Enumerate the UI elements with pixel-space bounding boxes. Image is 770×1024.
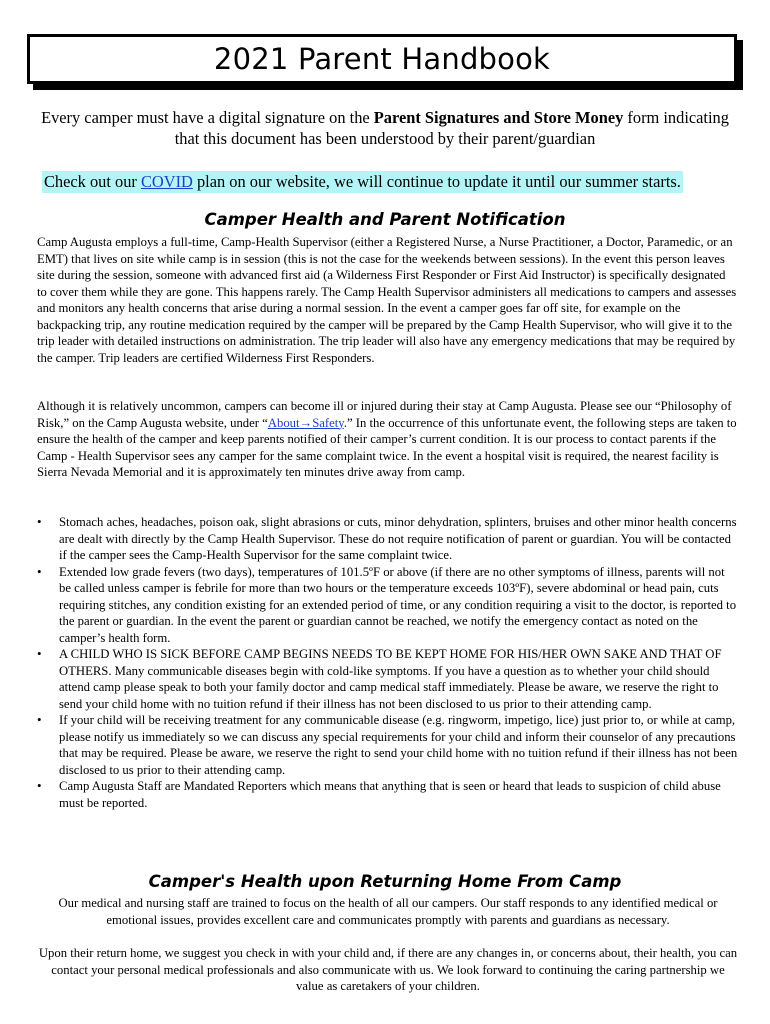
list-item-text: If your child will be receiving treatment for any communicable disease (e.g. ringworm, impetigo, lice) just prior to, or while at camp, please notify us immediately so we can discuss any special requirements for your child and inform their counselor of any precautions that may be required. Please be aware, we reserve the right to send your child home with no tuition refund if their illness has not been disclosed to us prior to their attending camp. <box>59 713 738 777</box>
signature-notice-text: Every camper must have a digital signature on the <box>41 108 374 127</box>
bullet-icon: • <box>37 778 42 793</box>
medical-staff-paragraph: Our medical and nursing staff are trained to focus on the health of all our campers. Our staff responds to any identified medical or emotional issues, provides excellent care and communicates promptly with parents and guardians as necessary. <box>58 896 718 927</box>
list-item <box>37 514 739 564</box>
list-item <box>37 778 739 811</box>
bullet-icon: • <box>37 563 42 579</box>
section-heading-health: Camper Health and Parent Notification <box>204 210 566 229</box>
health-supervisor-paragraph: Camp Augusta employs a full-time, Camp-Health Supervisor (either a Registered Nurse, a Nurse Practitioner, a Doctor, Paramedic, or an EMT) that lives on site while camp is in session (this is not the case for the weekends between sessions). In the event this person leaves site during the session, someone with advanced first aid (a Wilderness First Responder or First Aid Instructor) is specifically designated to cover them while they are gone. This happens rarely. The Camp Health Supervisor administers all medications to campers and assesses and monitors any health concerns that arise during a normal session. In the event a camper goes far off site, for example on the backpacking trip, any routine medication required by the camper will be prepared by the Camp Health Supervisor, who will give it to the trip leader with detailed instructions on administration. The trip leader will also have any emergency medications that may be required by the camper. Trip leaders are certified Wilderness First Responders. <box>37 235 737 365</box>
section-heading-returning-home: Camper's Health upon Returning Home From Camp <box>148 872 622 891</box>
bullet-icon: • <box>37 712 42 727</box>
health-notification-list <box>37 514 739 811</box>
signature-notice <box>40 107 730 149</box>
list-item <box>37 564 739 647</box>
list-item-text: Stomach aches, headaches, poison oak, slight abrasions or cuts, minor dehydration, splinters, bruises and other minor health concerns are dealt with directly by the Camp Health Supervisor. These do not require notification of parent or guardian. You will be contacted if the camper sees the Camp-Health Supervisor for the same complaint twice. <box>59 515 737 562</box>
page-title: 2021 Parent Handbook <box>213 42 551 76</box>
bullet-icon: • <box>37 646 42 661</box>
list-item-text: A CHILD WHO IS SICK BEFORE CAMP BEGINS NEEDS TO BE KEPT HOME FOR HIS/HER OWN SAKE AND THAT OF OTHERS. Many communicable diseases begin with cold-like symptoms. If you have a question as to whether your child should attend camp please speak to both your family doctor and camp medical staff immediately. Please be aware, we reserve the right to send your child home with no tuition refund if their illness has not been disclosed to us prior to their attending camp. <box>59 647 722 711</box>
covid-notice-text-end: plan on our website, we will continue to update it until our summer starts. <box>192 172 681 191</box>
safety-link-text: Safety <box>312 415 344 430</box>
list-item <box>37 712 739 778</box>
about-safety-link[interactable] <box>268 416 344 430</box>
return-home-paragraph: Upon their return home, we suggest you check in with your child and, if there are any changes in, or concerns about, their health, you can contact your personal medical professionals and also communicate with us. We look forward to continuing the caring partnership we value as caretakers of your children. <box>38 946 738 993</box>
signature-notice-text-end: form indicating that this document has been understood by their parent/guardian <box>174 108 729 148</box>
arrow-right-icon: → <box>299 415 313 430</box>
list-item-text: Extended low grade fevers (two days), temperatures of 101.5ºF or above (if there are no other symptoms of illness, parents will not be called unless camper is febrile for more than two hours or the temperature exceeds 103ºF), severe abdominal or head pain, cuts requiring stitches, any condition existing for an extended period of time, or any condition requiring a visit to the doctor, is reported to the parent or guardian. In the event the parent or guardian cannot be reached, we notify the emergency contact as noted on the camper’s health form. <box>59 564 737 645</box>
illness-process-text: Although it is relatively uncommon, campers can become ill or injured during their stay at Camp Augusta. Please see our “Philosophy of Risk,” on the Camp Augusta website, under “ <box>37 399 732 430</box>
illness-process-text-end: .” In the occurrence of this unfortunate event, the following steps are taken to ensure the health of the camper and keep parents notified of their camper’s current condition. It is our process to contact parents if the Camp - Health Supervisor sees any camper for the same complaint twice. In the event a hospital visit is required, the nearest facility is Sierra Nevada Memorial and it is approximately ten minutes drive away from camp. <box>37 415 737 479</box>
signature-form-name: Parent Signatures and Store Money <box>373 108 624 127</box>
covid-notice-text: Check out our <box>44 172 141 191</box>
about-link-text: About <box>267 415 300 430</box>
illness-process-paragraph <box>37 398 737 481</box>
list-item-text: Camp Augusta Staff are Mandated Reporters which means that anything that is seen or heard that leads to suspicion of child abuse must be reported. <box>59 779 721 810</box>
covid-link[interactable]: COVID <box>140 172 193 191</box>
title-box <box>27 34 737 84</box>
bullet-icon: • <box>37 514 42 529</box>
covid-notice <box>42 171 683 193</box>
list-item <box>37 646 739 712</box>
